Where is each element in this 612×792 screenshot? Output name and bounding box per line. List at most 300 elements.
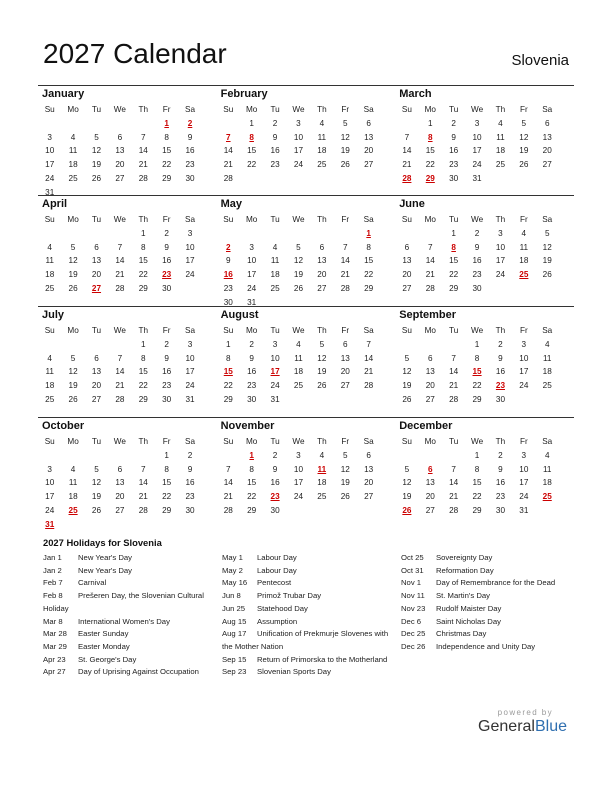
day-cell: 27: [542, 160, 552, 170]
holiday-day-cell: 1: [366, 228, 371, 238]
day-cell: 21: [115, 270, 125, 280]
month-october: [38, 418, 217, 528]
holiday-name: St. George's Day: [78, 654, 137, 664]
day-cell: 24: [293, 160, 304, 170]
day-cell: 24: [185, 381, 195, 391]
weekday-header: We: [470, 105, 484, 114]
day-cell: 18: [317, 146, 327, 156]
day-cell: 17: [185, 367, 195, 377]
empty-day-cell: [217, 227, 240, 241]
holiday-day-cell: 15: [472, 367, 482, 377]
day-cell: 25: [45, 394, 55, 404]
day-cell: 23: [270, 160, 280, 170]
weekday-header: Su: [401, 105, 412, 114]
weekday-header: Tu: [91, 437, 102, 446]
day-cell: 28: [364, 381, 374, 391]
day-cell: 14: [449, 478, 459, 488]
holiday-name: Statehood Day: [257, 603, 308, 613]
weekday-header: Tu: [270, 105, 280, 114]
day-cell: 10: [519, 464, 529, 474]
page-title: 2027 Calendar: [43, 38, 227, 69]
day-cell: 19: [340, 146, 350, 156]
empty-day-cell: [85, 227, 108, 241]
day-cell: 5: [404, 464, 410, 474]
holiday-name: Pentecost: [257, 578, 292, 588]
day-cell: 13: [91, 256, 102, 266]
holiday-day-cell: 7: [226, 132, 231, 142]
day-cell: 10: [472, 132, 482, 142]
day-cell: 29: [162, 173, 172, 183]
day-cell: 29: [364, 283, 374, 293]
holiday-date: Jun 8: [222, 591, 241, 601]
weekday-header: Su: [401, 326, 412, 335]
day-cell: 26: [402, 394, 412, 404]
day-cell: 23: [185, 492, 195, 502]
day-cell: 28: [138, 505, 148, 515]
weekday-header: Sa: [363, 105, 374, 114]
day-cell: 12: [68, 367, 78, 377]
day-cell: 5: [70, 242, 76, 252]
month-july: [38, 307, 217, 417]
holidays-heading: 2027 Holidays for Slovenia: [43, 537, 162, 548]
day-cell: 25: [293, 381, 304, 391]
empty-day-cell: [132, 449, 155, 463]
day-cell: 26: [542, 270, 552, 280]
day-cell: 15: [364, 256, 374, 266]
month-may: [217, 196, 396, 306]
day-cell: 3: [249, 242, 254, 252]
day-cell: 18: [519, 256, 529, 266]
empty-day-cell: [442, 338, 465, 352]
day-cell: 20: [91, 381, 102, 391]
empty-day-cell: [287, 227, 310, 241]
holiday-item: [222, 628, 394, 653]
holiday-item: [401, 590, 573, 603]
empty-day-cell: [61, 117, 84, 131]
day-cell: 25: [542, 381, 552, 391]
day-cell: 12: [293, 256, 304, 266]
holiday-name: Labour Day: [257, 565, 297, 575]
day-cell: 20: [364, 146, 374, 156]
empty-day-cell: [108, 227, 131, 241]
holiday-date: Jan 1: [43, 553, 62, 562]
holiday-name: Easter Monday: [78, 641, 130, 651]
day-cell: 6: [427, 353, 433, 363]
day-cell: 6: [94, 242, 99, 252]
holiday-day-cell: 1: [249, 450, 254, 460]
day-cell: 24: [495, 270, 505, 280]
holiday-date: Dec 26: [401, 641, 426, 651]
empty-day-cell: [108, 338, 131, 352]
day-cell: 15: [247, 478, 257, 488]
powered-by-text: powered by: [497, 708, 553, 717]
holiday-date: Nov 23: [401, 603, 426, 613]
day-cell: 10: [519, 353, 529, 363]
month-name: May: [220, 198, 242, 210]
holiday-name: Slovenian Sports Day: [257, 667, 331, 677]
weekday-header: Tu: [449, 105, 459, 114]
day-cell: 9: [498, 353, 503, 363]
day-cell: 31: [185, 394, 195, 404]
day-cell: 2: [498, 339, 503, 349]
day-cell: 4: [47, 242, 52, 252]
day-cell: 22: [472, 381, 482, 391]
day-cell: 1: [427, 118, 433, 128]
day-cell: 13: [542, 132, 552, 142]
day-cell: 13: [340, 353, 350, 363]
day-cell: 10: [185, 353, 195, 363]
day-cell: 16: [185, 478, 195, 488]
day-cell: 4: [319, 118, 325, 128]
day-cell: 10: [293, 132, 304, 142]
day-cell: 3: [521, 450, 527, 460]
weekday-header: We: [292, 437, 305, 446]
holiday-item: [222, 654, 394, 667]
month-name: February: [220, 88, 268, 100]
weekday-header: Fr: [341, 326, 350, 335]
holiday-name: Day of Uprising Against Occupation: [78, 667, 199, 677]
day-cell: 18: [68, 160, 78, 170]
holiday-date: May 2: [222, 565, 243, 575]
weekday-header: Th: [138, 105, 149, 114]
day-cell: 16: [247, 367, 257, 377]
weekday-header: Fr: [519, 215, 528, 224]
holiday-name: Sovereignty Day: [436, 553, 493, 562]
day-cell: 20: [425, 381, 435, 391]
day-cell: 10: [270, 353, 280, 363]
day-cell: 10: [495, 242, 505, 252]
day-cell: 20: [115, 160, 125, 170]
day-cell: 1: [140, 228, 146, 238]
weekday-header: Fr: [341, 105, 350, 114]
day-cell: 17: [293, 478, 304, 488]
day-cell: 15: [247, 146, 257, 156]
holiday-item: [401, 628, 573, 641]
day-cell: 20: [542, 146, 552, 156]
day-cell: 6: [366, 450, 371, 460]
month-name: August: [220, 309, 259, 321]
day-cell: 6: [544, 118, 550, 128]
day-cell: 14: [115, 367, 125, 377]
day-cell: 24: [519, 381, 529, 391]
day-cell: 8: [140, 353, 146, 363]
day-cell: 24: [45, 505, 55, 515]
day-cell: 25: [45, 283, 55, 293]
day-cell: 2: [498, 450, 503, 460]
holiday-day-cell: 29: [425, 173, 435, 183]
day-cell: 19: [91, 160, 102, 170]
weekday-header: Tu: [449, 326, 459, 335]
weekday-header: Fr: [519, 326, 528, 335]
holiday-item: [401, 616, 573, 629]
day-cell: 18: [45, 270, 55, 280]
month-name: July: [42, 309, 65, 321]
day-cell: 26: [68, 283, 78, 293]
empty-day-cell: [108, 449, 131, 463]
weekday-header: Sa: [542, 215, 553, 224]
day-cell: 13: [317, 256, 327, 266]
day-cell: 11: [542, 353, 552, 363]
day-cell: 11: [45, 367, 54, 377]
day-cell: 8: [249, 464, 254, 474]
weekday-header: Su: [223, 437, 234, 446]
day-cell: 30: [449, 173, 459, 183]
day-cell: 6: [94, 353, 99, 363]
month-days-grid: [38, 435, 202, 532]
day-cell: 27: [340, 381, 350, 391]
weekday-header: Mo: [245, 326, 258, 335]
day-cell: 20: [317, 270, 327, 280]
day-cell: 30: [162, 394, 172, 404]
day-cell: 4: [498, 118, 503, 128]
holiday-date: Mar 8: [43, 616, 63, 626]
day-cell: 5: [70, 353, 76, 363]
day-cell: 25: [317, 160, 327, 170]
holiday-name: Labour Day: [257, 553, 297, 562]
day-cell: 27: [317, 283, 327, 293]
day-cell: 24: [472, 160, 482, 170]
holiday-date: Nov 11: [401, 591, 425, 601]
day-cell: 4: [544, 450, 550, 460]
weekday-header: Su: [223, 105, 234, 114]
day-cell: 16: [495, 367, 505, 377]
holiday-item: [222, 577, 394, 590]
day-cell: 15: [449, 256, 459, 266]
day-cell: 16: [495, 478, 505, 488]
holiday-day-cell: 31: [45, 519, 55, 529]
day-cell: 8: [474, 464, 480, 474]
empty-day-cell: [108, 117, 131, 131]
day-cell: 14: [115, 256, 125, 266]
holiday-item: [222, 565, 394, 578]
day-cell: 28: [449, 505, 459, 515]
weekday-header: Su: [44, 105, 55, 114]
day-cell: 26: [293, 283, 304, 293]
month-september: [395, 307, 574, 417]
day-cell: 12: [317, 353, 327, 363]
day-cell: 19: [317, 367, 327, 377]
month-row: [38, 195, 574, 306]
day-cell: 12: [542, 242, 552, 252]
day-cell: 5: [404, 353, 410, 363]
day-cell: 26: [91, 173, 102, 183]
day-cell: 26: [340, 160, 350, 170]
month-name: January: [42, 88, 85, 100]
day-cell: 28: [449, 394, 459, 404]
holiday-name: Carnival: [78, 578, 107, 588]
day-cell: 3: [47, 464, 52, 474]
holiday-day-cell: 1: [164, 118, 169, 128]
day-cell: 1: [249, 118, 254, 128]
day-cell: 3: [296, 118, 301, 128]
day-cell: 12: [340, 464, 350, 474]
weekday-header: Mo: [67, 437, 79, 446]
day-cell: 29: [223, 394, 233, 404]
weekday-header: Tu: [91, 105, 102, 114]
brand-logo[interactable]: [478, 718, 567, 736]
month-days-grid: [395, 103, 559, 186]
holiday-day-cell: 23: [270, 492, 280, 502]
day-cell: 7: [117, 242, 123, 252]
empty-day-cell: [61, 449, 84, 463]
holiday-name: New Year's Day: [78, 565, 133, 575]
day-cell: 28: [340, 283, 350, 293]
day-cell: 5: [544, 228, 550, 238]
day-cell: 18: [270, 270, 280, 280]
day-cell: 2: [272, 118, 278, 128]
day-cell: 7: [451, 353, 456, 363]
day-cell: 14: [223, 146, 233, 156]
holiday-name: Rudolf Maister Day: [436, 603, 502, 613]
day-cell: 3: [47, 132, 52, 142]
weekday-header: Tu: [270, 326, 280, 335]
holiday-day-cell: 15: [223, 367, 233, 377]
day-cell: 17: [472, 146, 482, 156]
day-cell: 16: [162, 367, 172, 377]
day-cell: 28: [223, 173, 233, 183]
day-cell: 22: [223, 381, 233, 391]
day-cell: 21: [138, 492, 148, 502]
weekday-header: Fr: [162, 326, 171, 335]
day-cell: 27: [115, 173, 125, 183]
day-cell: 31: [519, 505, 529, 515]
day-cell: 4: [272, 242, 278, 252]
empty-day-cell: [38, 227, 61, 241]
month-days-grid: [217, 324, 381, 407]
day-cell: 11: [542, 464, 552, 474]
holiday-day-cell: 2: [187, 118, 193, 128]
day-cell: 26: [519, 160, 529, 170]
holiday-date: Sep 23: [222, 667, 247, 677]
day-cell: 9: [164, 242, 169, 252]
holiday-name: Independence and Unity Day: [436, 641, 536, 651]
empty-day-cell: [419, 227, 442, 241]
day-cell: 24: [45, 173, 55, 183]
day-cell: 9: [272, 132, 278, 142]
holiday-day-cell: 16: [223, 270, 233, 280]
day-cell: 13: [115, 146, 125, 156]
month-january: [38, 86, 217, 195]
month-days-grid: [395, 435, 559, 518]
day-cell: 9: [249, 353, 254, 363]
weekday-header: We: [292, 326, 305, 335]
holiday-date: Jan 2: [43, 565, 62, 575]
day-cell: 19: [68, 381, 78, 391]
day-cell: 4: [521, 228, 527, 238]
holiday-name: Saint Nicholas Day: [436, 616, 501, 626]
day-cell: 19: [68, 270, 78, 280]
weekday-header: Su: [223, 215, 234, 224]
day-cell: 17: [293, 146, 304, 156]
day-cell: 12: [340, 132, 350, 142]
day-cell: 30: [472, 283, 482, 293]
day-cell: 14: [340, 256, 350, 266]
weekday-header: Th: [495, 215, 506, 224]
day-cell: 7: [140, 464, 146, 474]
month-june: [395, 196, 574, 306]
holiday-item: [43, 616, 218, 629]
day-cell: 24: [247, 283, 257, 293]
weekday-header: Mo: [424, 215, 436, 224]
weekday-header: Th: [495, 326, 506, 335]
day-cell: 10: [45, 478, 55, 488]
day-cell: 31: [45, 187, 55, 197]
holiday-item: [43, 654, 218, 667]
month-row: [38, 417, 574, 528]
weekday-header: Mo: [424, 326, 436, 335]
day-cell: 9: [451, 132, 456, 142]
holiday-date: Dec 6: [401, 616, 422, 626]
empty-day-cell: [419, 449, 442, 463]
holiday-item: [401, 552, 573, 565]
day-cell: 2: [164, 228, 169, 238]
holiday-item: [43, 590, 218, 615]
holiday-item: [43, 628, 218, 641]
day-cell: 8: [226, 353, 231, 363]
day-cell: 30: [223, 297, 233, 307]
country-name: Slovenia: [511, 52, 569, 69]
day-cell: 29: [138, 283, 148, 293]
day-cell: 10: [45, 146, 55, 156]
empty-day-cell: [419, 338, 442, 352]
weekday-header: Mo: [424, 437, 436, 446]
empty-day-cell: [85, 449, 108, 463]
footer-branding: [478, 708, 567, 736]
day-cell: 12: [68, 256, 78, 266]
day-cell: 19: [542, 256, 552, 266]
day-cell: 15: [425, 146, 435, 156]
holiday-day-cell: 8: [427, 132, 433, 142]
day-cell: 2: [474, 228, 480, 238]
holiday-list-column-1: [43, 552, 218, 679]
weekday-header: Th: [495, 105, 506, 114]
day-cell: 11: [294, 353, 303, 363]
weekday-header: Mo: [67, 326, 79, 335]
holiday-day-cell: 23: [162, 270, 172, 280]
empty-day-cell: [395, 227, 418, 241]
day-cell: 10: [247, 256, 257, 266]
month-march: [395, 86, 574, 195]
holiday-item: [401, 603, 573, 616]
holiday-date: Oct 25: [401, 553, 424, 562]
day-cell: 23: [247, 381, 257, 391]
holiday-name: International Women's Day: [78, 616, 170, 626]
day-cell: 28: [138, 173, 148, 183]
weekday-header: Th: [138, 326, 149, 335]
month-name: September: [399, 309, 457, 321]
day-cell: 28: [425, 283, 435, 293]
day-cell: 22: [162, 492, 172, 502]
day-cell: 10: [293, 464, 304, 474]
day-cell: 13: [91, 367, 102, 377]
weekday-header: Tu: [91, 326, 102, 335]
day-cell: 8: [366, 242, 371, 252]
holiday-day-cell: 25: [542, 492, 552, 502]
day-cell: 4: [70, 464, 76, 474]
day-cell: 5: [521, 118, 527, 128]
day-cell: 27: [425, 394, 435, 404]
day-cell: 17: [495, 256, 505, 266]
day-cell: 27: [115, 505, 125, 515]
day-cell: 11: [68, 146, 78, 156]
month-days-grid: [38, 213, 202, 296]
day-cell: 30: [247, 394, 257, 404]
day-cell: 15: [162, 146, 172, 156]
empty-day-cell: [38, 117, 61, 131]
day-cell: 7: [226, 464, 231, 474]
weekday-header: Th: [138, 437, 149, 446]
day-cell: 3: [187, 339, 193, 349]
